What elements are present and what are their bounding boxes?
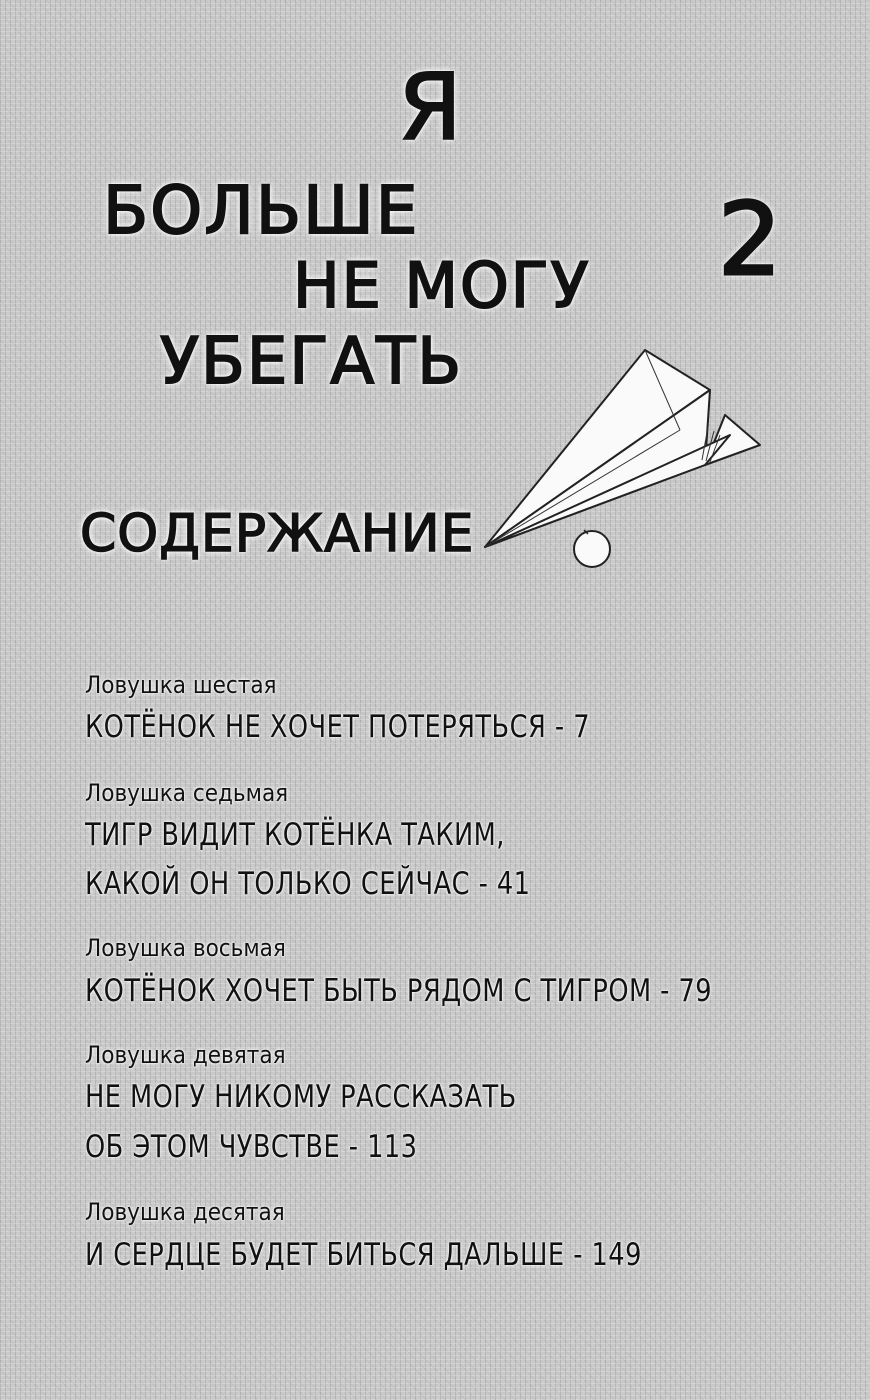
entry-label: Ловушка восьмая	[85, 934, 286, 962]
entry-title: ОБ ЭТОМ ЧУВСТВЕ - 113	[85, 1129, 418, 1165]
entry-title: КОТЁНОК НЕ ХОЧЕТ ПОТЕРЯТЬСЯ - 7	[85, 709, 590, 745]
entry-title: КОТЁНОК ХОЧЕТ БЫТЬ РЯДОМ С ТИГРОМ - 79	[85, 973, 713, 1009]
title-line-3: НЕ МОГУ	[293, 249, 591, 322]
volume-number: 2	[718, 181, 784, 298]
paper-airplane-icon	[480, 335, 780, 580]
entry-title: И СЕРДЦЕ БУДЕТ БИТЬСЯ ДАЛЬШЕ - 149	[85, 1237, 642, 1273]
entry-label: Ловушка шестая	[85, 671, 277, 699]
entry-title: ТИГР ВИДИТ КОТЁНКА ТАКИМ,	[85, 817, 505, 853]
entry-title: НЕ МОГУ НИКОМУ РАССКАЗАТЬ	[85, 1079, 517, 1115]
title-line-4: УБЕГАТЬ	[160, 325, 464, 399]
entry-title: КАКОЙ ОН ТОЛЬКО СЕЙЧАС - 41	[85, 866, 531, 902]
title-line-1: Я	[398, 54, 464, 161]
title-line-2: БОЛЬШЕ	[103, 172, 420, 249]
entry-label: Ловушка десятая	[85, 1198, 285, 1226]
entry-label: Ловушка девятая	[85, 1041, 286, 1069]
entry-label: Ловушка седьмая	[85, 779, 289, 807]
contents-heading: СОДЕРЖАНИЕ	[80, 504, 475, 564]
